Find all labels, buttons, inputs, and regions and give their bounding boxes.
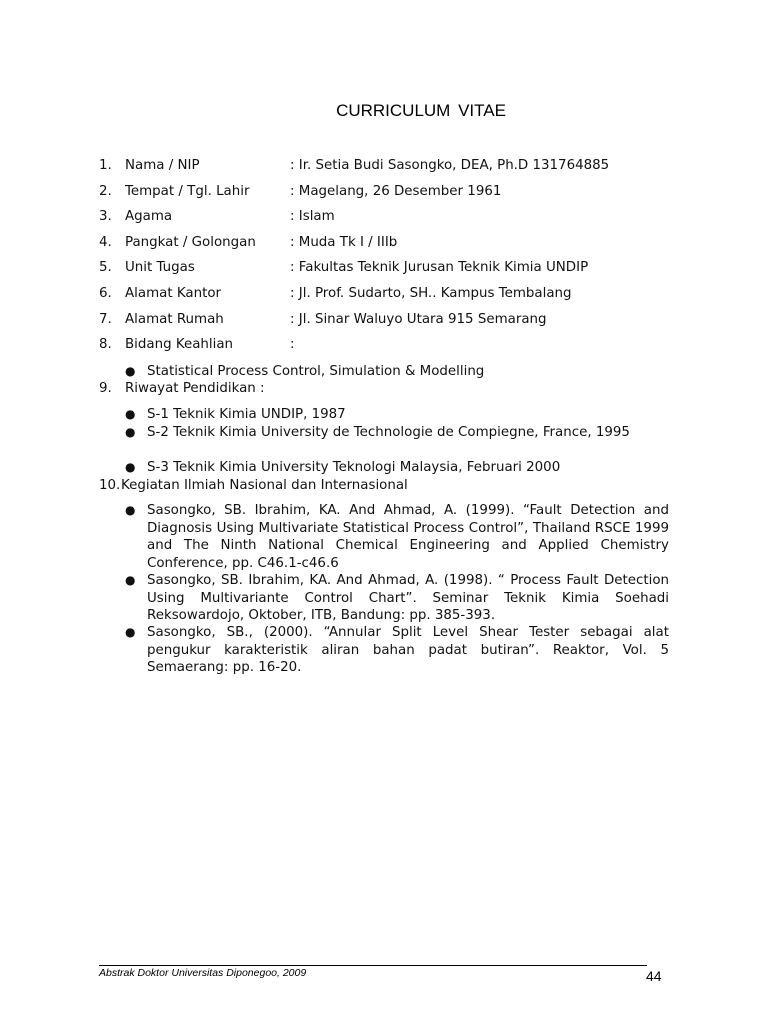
footer-divider: [99, 965, 647, 966]
education-text: S-2 Teknik Kimia University de Technologie de Compiegne, France, 1995: [147, 425, 630, 440]
field-label: Agama: [125, 209, 173, 224]
field-label: Alamat Rumah: [125, 312, 224, 327]
education-item: [125, 459, 669, 477]
bullet-icon: ●: [125, 573, 136, 587]
section-number: 9.: [99, 381, 112, 396]
page-number: 44: [646, 968, 662, 984]
activities-heading: [99, 477, 408, 495]
field-number: 2.: [99, 184, 112, 199]
activity-item: [125, 572, 669, 625]
education-item: [125, 424, 669, 442]
field-value: : Fakultas Teknik Jurusan Teknik Kimia UNDIP: [290, 260, 589, 275]
field-number: 3.: [99, 209, 112, 224]
expertise-text: Statistical Process Control, Simulation & Modelling: [147, 364, 485, 379]
activity-text: Sasongko, SB., (2000). “Annular Split Level Shear Tester sebagai alat pengukur karakteristik aliran bahan padat butiran”. Reaktor, Vol. 5 Semaerang: pp. 16-20.: [147, 625, 669, 676]
education-text: S-3 Teknik Kimia University Teknologi Malaysia, Februari 2000: [147, 460, 561, 475]
field-label: Tempat / Tgl. Lahir: [125, 184, 250, 199]
activity-text: Sasongko, SB. Ibrahim, KA. And Ahmad, A. (1999). “Fault Detection and Diagnosis Using Multivariate Statistical Process Control”, Thailand RSCE 1999 and The Ninth National Chemical Engineering and Applied Chemistry Conference, pp. C46.1-c46.6: [147, 503, 669, 571]
field-number: 7.: [99, 312, 112, 327]
bullet-icon: ●: [125, 407, 136, 421]
field-number: 1.: [99, 158, 112, 173]
field-label: Pangkat / Golongan: [125, 235, 256, 250]
activity-item: [125, 502, 669, 572]
field-value: :: [290, 337, 295, 352]
activity-text: Sasongko, SB. Ibrahim, KA. And Ahmad, A. (1998). “ Process Fault Detection Using Multivariante Control Chart”. Seminar Teknik Kimia Soehadi Reksowardojo, Oktober, ITB, Bandung: pp. 385-393.: [147, 573, 669, 624]
bullet-icon: ●: [125, 425, 136, 439]
field-value: : Muda Tk I / IIIb: [290, 235, 398, 250]
field-number: 5.: [99, 260, 112, 275]
education-heading: [99, 380, 265, 398]
field-label: Alamat Kantor: [125, 286, 222, 301]
field-value: : Jl. Prof. Sudarto, SH.. Kampus Tembalang: [290, 286, 572, 301]
bullet-icon: ●: [125, 364, 136, 378]
bullet-icon: ●: [125, 460, 136, 474]
field-number: 6.: [99, 286, 112, 301]
bullet-icon: ●: [125, 625, 136, 639]
section-number: 10.: [99, 478, 121, 493]
bullet-icon: ●: [125, 503, 136, 517]
page-title: CURRICULUM VITAE: [336, 101, 506, 120]
field-label: Nama / NIP: [125, 158, 200, 173]
section-heading-text: Riwayat Pendidikan :: [125, 381, 265, 396]
field-label: Bidang Keahlian: [125, 337, 234, 352]
field-value: : Ir. Setia Budi Sasongko, DEA, Ph.D 131764885: [290, 158, 610, 173]
field-value: : Magelang, 26 Desember 1961: [290, 184, 502, 199]
section-heading-text: Kegiatan Ilmiah Nasional dan Internasional: [121, 478, 408, 493]
expertise-item: [125, 363, 669, 381]
field-number: 8.: [99, 337, 112, 352]
field-value: : Islam: [290, 209, 335, 224]
field-number: 4.: [99, 235, 112, 250]
footer-text: Abstrak Doktor Universitas Diponegoo, 2009: [99, 967, 307, 979]
activity-item: [125, 624, 669, 677]
education-text: S-1 Teknik Kimia UNDIP, 1987: [147, 407, 346, 422]
field-value: : Jl. Sinar Waluyo Utara 915 Semarang: [290, 312, 547, 327]
field-label: Unit Tugas: [125, 260, 195, 275]
education-item: [125, 406, 669, 424]
